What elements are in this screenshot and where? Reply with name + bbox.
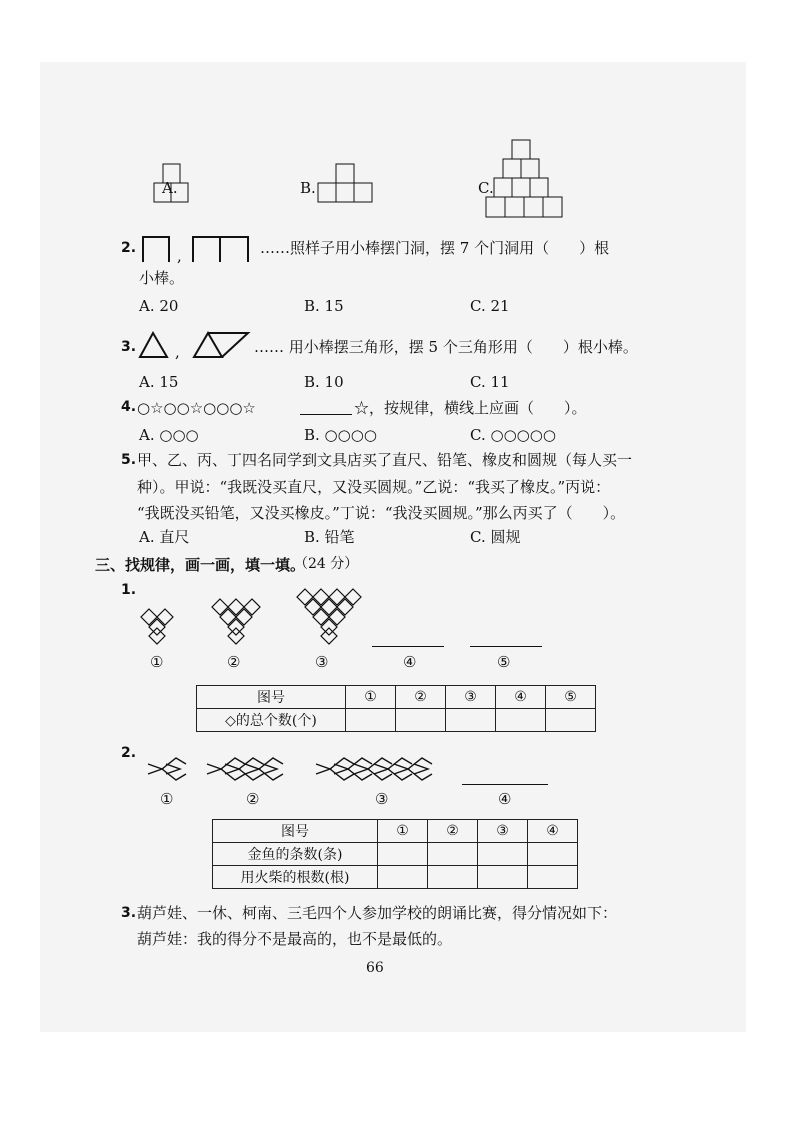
p1-cell-4[interactable] xyxy=(496,709,546,732)
p2-row1-cell-3[interactable] xyxy=(478,843,528,866)
p2-label-1: ① xyxy=(160,790,174,808)
p3-line2: 葫芦娃：我的得分不是最高的，也不是最低的。 xyxy=(137,930,453,948)
p1-label-5: ⑤ xyxy=(497,653,511,671)
q3-option-b: B. 10 xyxy=(304,373,344,391)
p2-row1-label: 金鱼的条数(条) xyxy=(213,843,378,866)
p3-number: 3. xyxy=(121,905,137,921)
q1-option-a-label: A. xyxy=(162,179,178,197)
p1-header-figure: 图号 xyxy=(197,686,346,709)
table-row xyxy=(213,866,578,889)
p2-row2-cell-3[interactable] xyxy=(478,866,528,889)
q5-line3: “我既没买铅笔，又没买橡皮。”丁说：“我没买圆规。”那么丙买了（ ）。 xyxy=(137,504,626,522)
table-row xyxy=(197,686,596,709)
p1-label-4: ④ xyxy=(403,653,417,671)
fish-figure-3 xyxy=(314,752,450,786)
triangle-pattern-figure xyxy=(137,330,255,360)
p2-row1-cell-1[interactable] xyxy=(378,843,428,866)
p2-row2-label: 用火柴的根数(根) xyxy=(213,866,378,889)
p1-number: 1. xyxy=(121,582,137,598)
q2-text-line2: 小棒。 xyxy=(139,269,185,287)
p2-header-3: ③ xyxy=(478,820,528,843)
p1-header-1: ① xyxy=(346,686,396,709)
q5-line2: 种）。甲说：“我既没买直尺，又没买圆规。”乙说：“我买了橡皮。”丙说： xyxy=(137,478,611,496)
diamond-figure-1 xyxy=(140,608,176,648)
p2-header-figure: 图号 xyxy=(213,820,378,843)
p1-table xyxy=(196,685,596,732)
q4-option-b: B. ○○○○ xyxy=(304,426,377,444)
p2-table xyxy=(212,819,578,889)
q1-option-b-label: B. xyxy=(300,179,316,197)
p2-row2-cell-4[interactable] xyxy=(528,866,578,889)
q4-option-c: C. ○○○○○ xyxy=(470,426,556,444)
section3-title: 三、找规律，画一画，填一填。 xyxy=(95,556,306,574)
p2-number: 2. xyxy=(121,745,137,761)
p1-label-1: ① xyxy=(150,653,164,671)
section3-score: （24 分） xyxy=(294,556,359,572)
q5-option-b: B. 铅笔 xyxy=(304,528,355,546)
q2-option-b: B. 15 xyxy=(304,297,344,315)
fish-figure-2 xyxy=(205,752,297,786)
table-row xyxy=(213,820,578,843)
diamond-figure-3 xyxy=(296,588,364,648)
q2-text-line1: ……照样子用小棒摆门洞，摆 7 个门洞用（ ）根 xyxy=(260,239,610,257)
q2-option-a: A. 20 xyxy=(139,297,179,315)
q5-option-a: A. 直尺 xyxy=(139,528,190,546)
svg-text:,: , xyxy=(175,343,180,361)
p1-header-5: ⑤ xyxy=(546,686,596,709)
p1-blank-5[interactable] xyxy=(470,646,542,647)
q3-option-a: A. 15 xyxy=(139,373,179,391)
q1-option-c-label: C. xyxy=(478,179,494,197)
table-row xyxy=(197,709,596,732)
q2-number: 2. xyxy=(121,240,137,256)
table-row xyxy=(213,843,578,866)
p1-header-3: ③ xyxy=(446,686,496,709)
block-figure-c xyxy=(486,138,566,220)
q4-number: 4. xyxy=(121,399,137,415)
p3-line1: 葫芦娃、一休、柯南、三毛四个人参加学校的朗诵比赛，得分情况如下： xyxy=(137,904,618,922)
p2-header-4: ④ xyxy=(528,820,578,843)
q4-answer-blank[interactable] xyxy=(300,414,352,415)
p1-cell-3[interactable] xyxy=(446,709,496,732)
q2-option-c: C. 21 xyxy=(470,297,510,315)
page-number: 66 xyxy=(366,960,384,976)
p2-header-2: ② xyxy=(428,820,478,843)
gate-pattern-figure xyxy=(140,234,260,264)
q4-option-a: A. ○○○ xyxy=(139,426,199,444)
svg-text:,: , xyxy=(177,247,182,265)
p2-row2-cell-2[interactable] xyxy=(428,866,478,889)
fish-figure-1 xyxy=(146,752,190,786)
p2-row1-cell-4[interactable] xyxy=(528,843,578,866)
p2-blank-4[interactable] xyxy=(462,784,548,785)
q5-number: 5. xyxy=(121,452,137,468)
p1-row-label: ◇的总个数(个) xyxy=(197,709,346,732)
block-figure-b xyxy=(318,162,378,204)
p1-cell-1[interactable] xyxy=(346,709,396,732)
p1-cell-2[interactable] xyxy=(396,709,446,732)
diamond-figure-2 xyxy=(211,598,263,648)
q4-sequence: ○☆○○☆○○○☆ xyxy=(137,399,256,417)
q3-text: …… 用小棒摆三角形，摆 5 个三角形用（ ）根小棒。 xyxy=(254,338,638,356)
q5-option-c: C. 圆规 xyxy=(470,528,521,546)
q3-number: 3. xyxy=(121,339,137,355)
p2-row1-cell-2[interactable] xyxy=(428,843,478,866)
p2-row2-cell-1[interactable] xyxy=(378,866,428,889)
p1-label-3: ③ xyxy=(315,653,329,671)
block-figure-a xyxy=(154,162,194,204)
p1-header-4: ④ xyxy=(496,686,546,709)
p1-cell-5[interactable] xyxy=(546,709,596,732)
q4-tail: ☆，按规律，横线上应画（ ）。 xyxy=(354,399,587,417)
p1-blank-4[interactable] xyxy=(372,646,444,647)
q3-option-c: C. 11 xyxy=(470,373,510,391)
p2-label-2: ② xyxy=(246,790,260,808)
p2-label-3: ③ xyxy=(375,790,389,808)
q5-line1: 甲、乙、丙、丁四名同学到文具店买了直尺、铅笔、橡皮和圆规（每人买一 xyxy=(137,451,633,469)
p1-label-2: ② xyxy=(227,653,241,671)
p2-label-4: ④ xyxy=(498,790,512,808)
p1-header-2: ② xyxy=(396,686,446,709)
p2-header-1: ① xyxy=(378,820,428,843)
